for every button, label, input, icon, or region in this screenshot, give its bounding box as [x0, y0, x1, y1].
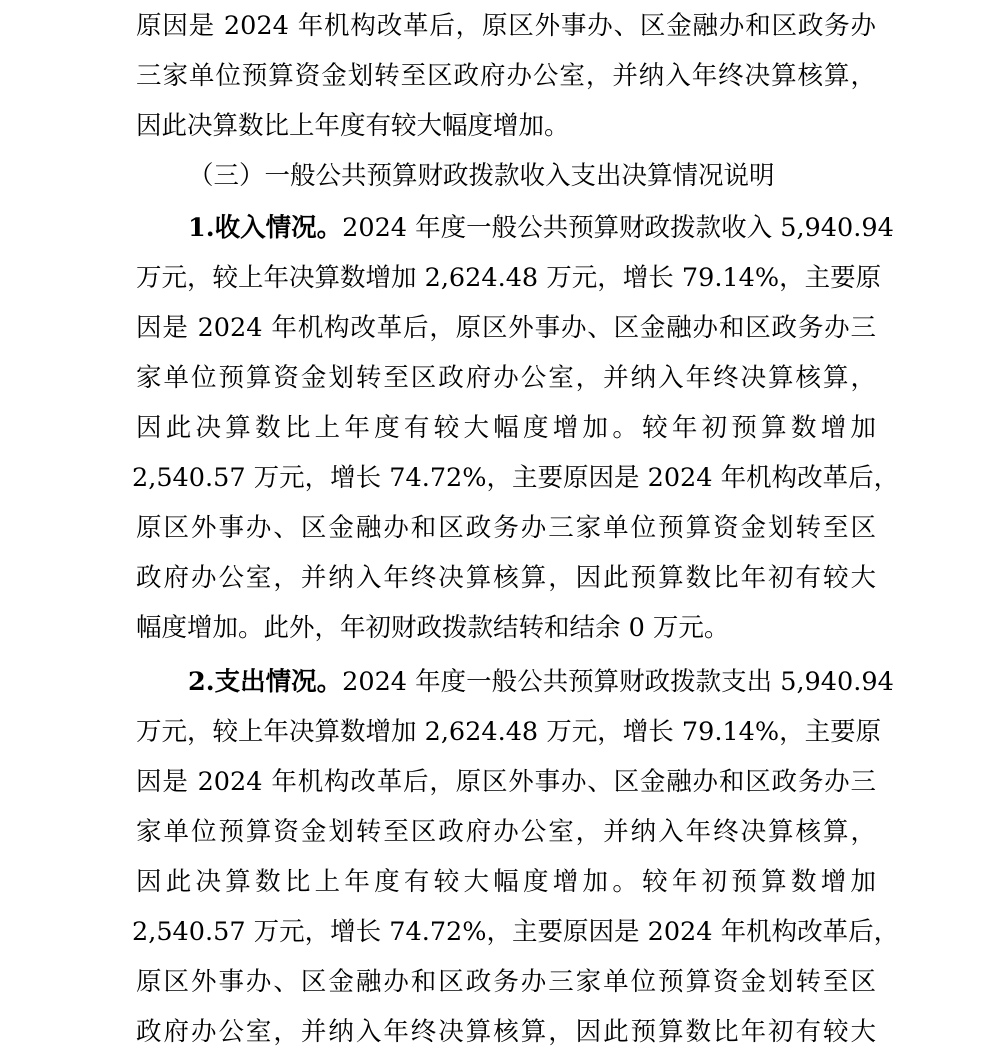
subheading-income: 1.收入情况。 [188, 213, 343, 243]
paragraph-line: 家单位预算资金划转至区政府办公室，并纳入年终决算核算， [136, 817, 876, 847]
paragraph-line: 因此决算数比上年度有较大幅度增加。 [136, 111, 570, 141]
paragraph-line: 原因是 2024 年机构改革后，原区外事办、区金融办和区政务办 [136, 11, 876, 41]
paragraph-first-line [188, 208, 894, 248]
paragraph-line: 2,540.57 万元，增长 74.72%，主要原因是 2024 年机构改革后， [132, 917, 900, 947]
paragraph-line: 原区外事办、区金融办和区政务办三家单位预算资金划转至区 [136, 513, 876, 543]
paragraph-line: 幅度增加。此外，年初财政拨款结转和结余 0 万元。 [136, 613, 730, 643]
paragraph-line: 家单位预算资金划转至区政府办公室，并纳入年终决算核算， [136, 363, 876, 393]
paragraph-line: 政府办公室，并纳入年终决算核算，因此预算数比年初有较大 [136, 1017, 876, 1047]
paragraph-line: 2,540.57 万元，增长 74.72%，主要原因是 2024 年机构改革后， [132, 463, 900, 493]
paragraph-line: 原区外事办、区金融办和区政务办三家单位预算资金划转至区 [136, 967, 876, 997]
paragraph-line: 政府办公室，并纳入年终决算核算，因此预算数比年初有较大 [136, 563, 876, 593]
paragraph-line: 因此决算数比上年度有较大幅度增加。较年初预算数增加 [136, 413, 876, 443]
paragraph-line: 三家单位预算资金划转至区政府办公室，并纳入年终决算核算， [136, 61, 876, 91]
paragraph-line: 万元，较上年决算数增加 2,624.48 万元，增长 79.14%，主要原 [136, 263, 882, 293]
paragraph-first-line [188, 662, 894, 702]
subheading-expenditure: 2.支出情况。 [188, 667, 343, 697]
section-heading: （三）一般公共预算财政拨款收入支出决算情况说明 [188, 161, 775, 191]
paragraph-text: 2024 年度一般公共预算财政拨款收入 5,940.94 [342, 213, 894, 243]
paragraph-line: 因此决算数比上年度有较大幅度增加。较年初预算数增加 [136, 867, 876, 897]
paragraph-line: 因是 2024 年机构改革后，原区外事办、区金融办和区政务办三 [136, 767, 876, 797]
paragraph-line: 因是 2024 年机构改革后，原区外事办、区金融办和区政务办三 [136, 313, 876, 343]
paragraph-text: 2024 年度一般公共预算财政拨款支出 5,940.94 [342, 667, 894, 697]
paragraph-line: 万元，较上年决算数增加 2,624.48 万元，增长 79.14%，主要原 [136, 717, 882, 747]
